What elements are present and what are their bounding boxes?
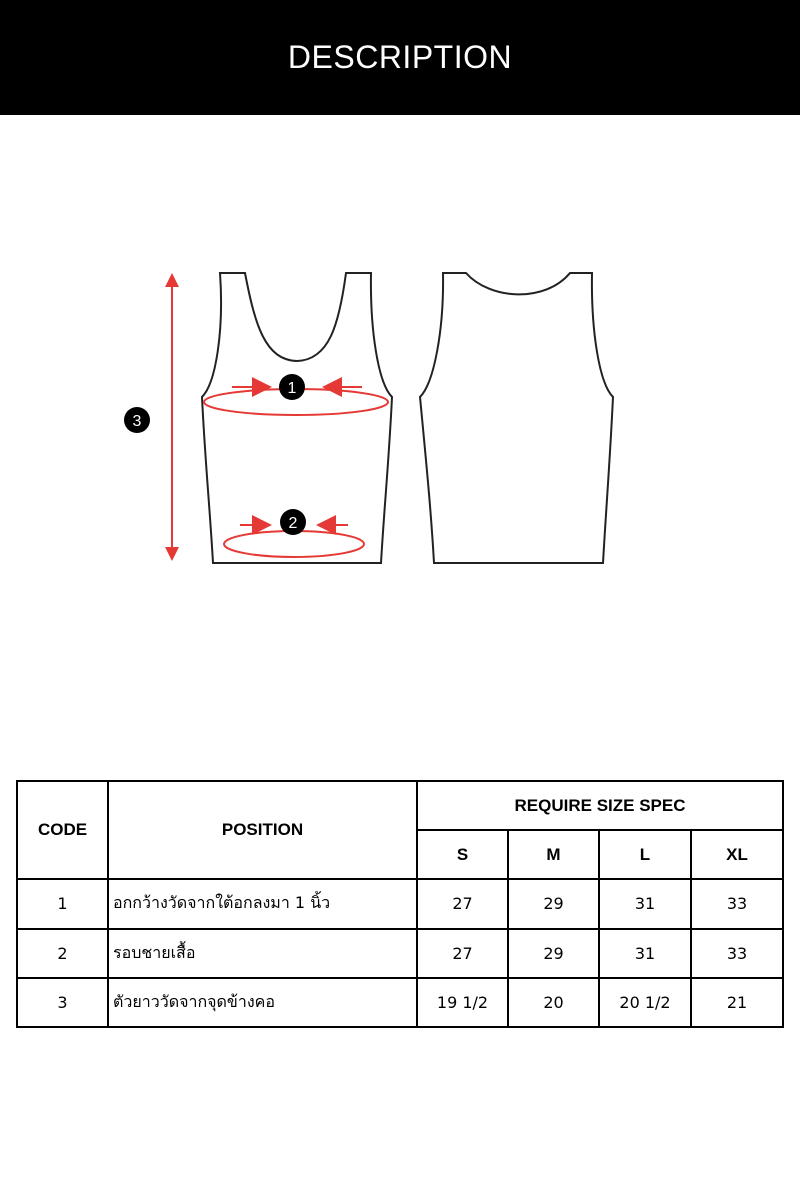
row-value-m: 29 — [508, 929, 599, 978]
page-header — [0, 0, 800, 115]
header-size-s: S — [417, 830, 508, 879]
row-code: 3 — [17, 978, 108, 1027]
header-position: POSITION — [108, 781, 417, 879]
row-value-l: 20 1/2 — [599, 978, 691, 1027]
header-code: CODE — [17, 781, 108, 879]
page-title: DESCRIPTION — [287, 39, 513, 75]
row-value-m: 20 — [508, 978, 599, 1027]
row-position: รอบชายเสื้อ — [108, 929, 417, 978]
row-value-s: 27 — [417, 879, 508, 928]
marker-2-label: 2 — [288, 515, 298, 532]
garment-diagram — [0, 115, 800, 715]
row-value-xl: 33 — [691, 929, 783, 978]
row-position: ตัวยาววัดจากจุดข้างคอ — [108, 978, 417, 1027]
table-row — [17, 978, 783, 1027]
row-value-xl: 33 — [691, 879, 783, 928]
header-size-xl: XL — [691, 830, 783, 879]
row-position: อกกว้างวัดจากใต้อกลงมา 1 นิ้ว — [108, 879, 417, 928]
length-arrow-bottom — [165, 547, 179, 561]
header-size-m: M — [508, 830, 599, 879]
row-value-xl: 21 — [691, 978, 783, 1027]
header-require-size-spec: REQUIRE SIZE SPEC — [417, 781, 783, 830]
row-code: 1 — [17, 879, 108, 928]
marker-1-label: 1 — [287, 380, 297, 397]
header-size-l: L — [599, 830, 691, 879]
marker-3-label: 3 — [132, 413, 142, 430]
row-value-s: 27 — [417, 929, 508, 978]
table-row — [17, 929, 783, 978]
row-code: 2 — [17, 929, 108, 978]
table-row — [17, 879, 783, 928]
row-value-s: 19 1/2 — [417, 978, 508, 1027]
back-view-outline — [420, 273, 613, 563]
size-spec-table — [16, 780, 784, 1028]
length-arrow-top — [165, 273, 179, 287]
row-value-l: 31 — [599, 879, 691, 928]
row-value-l: 31 — [599, 929, 691, 978]
row-value-m: 29 — [508, 879, 599, 928]
